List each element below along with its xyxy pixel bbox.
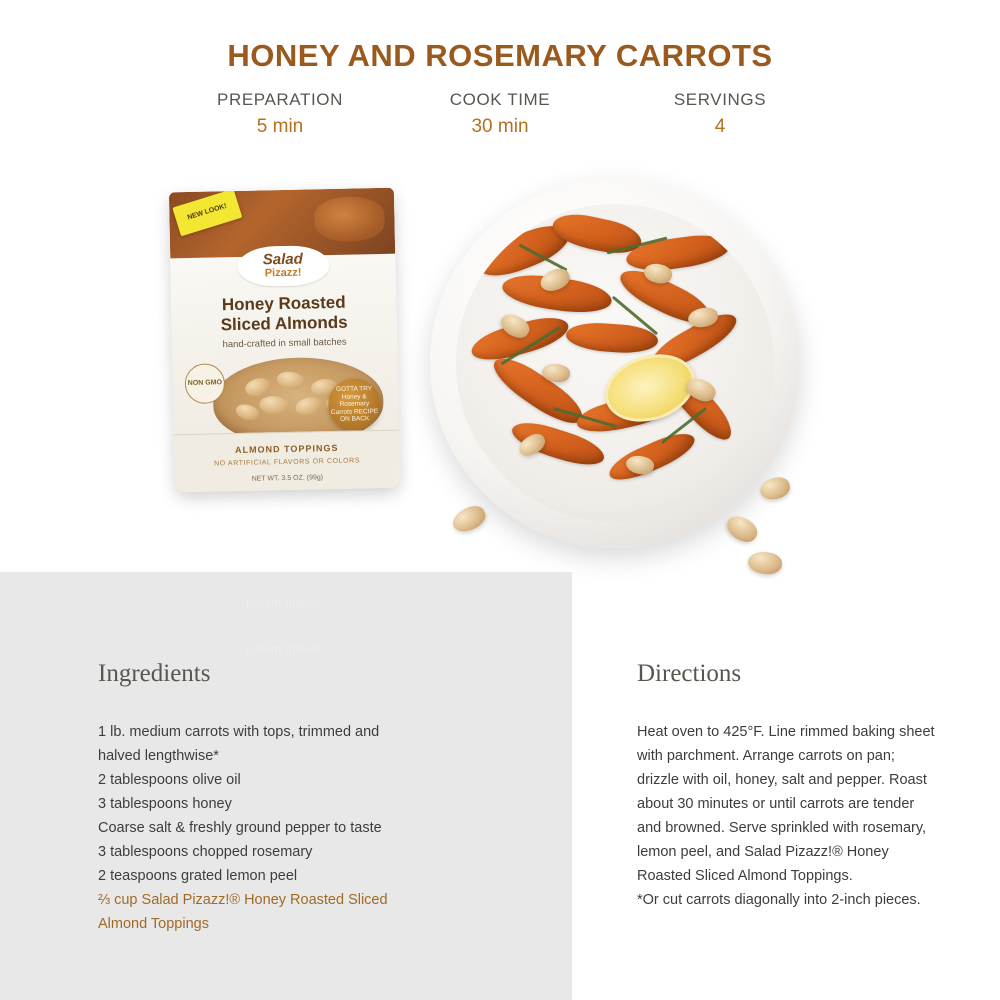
- product-package-image: [169, 188, 400, 493]
- recipe-seal-badge: GOTTA TRY Honey & Rosemary Carrots RECIPE ON BACK: [328, 378, 381, 431]
- package-product-name: [171, 292, 397, 336]
- meta-cook-time: [400, 90, 600, 138]
- directions-note: *Or cut carrots diagonally into 2-inch pieces.: [637, 892, 921, 908]
- package-net-weight: NET WT. 3.5 OZ. (99g): [251, 474, 324, 483]
- directions-paragraph: Heat oven to 425°F. Line rimmed baking sheet with parchment. Arrange carrots on pan; drizzle with oil, honey, salt and pepper. Roast about 30 minutes or until carrots are tender and browned. Serve sprinkled with rosemary, lemon peel, and Salad Pizazz!® Honey Roasted Sliced Almond Toppings.: [637, 724, 935, 884]
- roasted-carrot: [605, 426, 700, 487]
- list-item: 2 tablespoons olive oil: [98, 772, 241, 788]
- directions-heading: Directions: [637, 660, 742, 687]
- watermark-line-1: Lorem Ipsum: [246, 596, 320, 610]
- list-item: 2 teaspoons grated lemon peel: [98, 868, 298, 884]
- list-item: ⅔ cup Salad Pizazz!® Honey Roasted Sliced: [98, 892, 388, 908]
- package-product-name-line1: Honey Roasted: [221, 292, 346, 315]
- list-item: Coarse salt & freshly ground pepper to taste: [98, 820, 382, 836]
- watermark-line-2: Lorem Ipsum: [246, 642, 320, 656]
- ingredients-list: [98, 720, 518, 936]
- ingredients-section: [98, 660, 518, 936]
- list-item: halved lengthwise*: [98, 748, 219, 764]
- directions-section: [637, 660, 937, 912]
- meta-servings-value: 4: [714, 116, 726, 137]
- bowl-contents: [456, 204, 774, 522]
- list-item: 3 tablespoons chopped rosemary: [98, 844, 313, 860]
- list-item: 1 lb. medium carrots with tops, trimmed and: [98, 724, 380, 740]
- non-gmo-badge: NON GMO: [184, 363, 225, 404]
- package-body: [169, 188, 400, 493]
- brand-logo: [237, 245, 330, 287]
- ingredients-heading: Ingredients: [98, 660, 211, 687]
- brand-logo-line2: Pizazz!: [264, 266, 302, 280]
- meta-preparation: [180, 90, 380, 138]
- page-title: HONEY AND ROSEMARY CARROTS: [227, 38, 773, 73]
- recipe-meta-row: [180, 90, 820, 138]
- meta-servings: [620, 90, 820, 138]
- meta-cook-time-value: 30 min: [471, 116, 529, 137]
- package-band-main: ALMOND TOPPINGS: [235, 442, 339, 456]
- meta-cook-time-label: COOK TIME: [449, 90, 551, 109]
- package-product-name-line2: Sliced Almonds: [220, 312, 348, 334]
- almond-slice-icon: [747, 550, 784, 577]
- meta-servings-label: SERVINGS: [673, 90, 767, 109]
- package-band-sub: NO ARTIFICIAL FLAVORS OR COLORS: [213, 457, 361, 468]
- hero-imagery: [0, 160, 1000, 580]
- meta-preparation-label: PREPARATION: [217, 90, 343, 109]
- brand-logo-line1: Salad: [262, 250, 304, 269]
- carrots-bowl-image: [430, 178, 800, 548]
- new-look-badge: NEW LOOK!: [172, 189, 242, 237]
- package-tagline: hand-crafted in small batches: [222, 336, 347, 351]
- list-item: Almond Toppings: [98, 916, 209, 932]
- list-item: 3 tablespoons honey: [98, 796, 232, 812]
- meta-preparation-value: 5 min: [256, 116, 304, 137]
